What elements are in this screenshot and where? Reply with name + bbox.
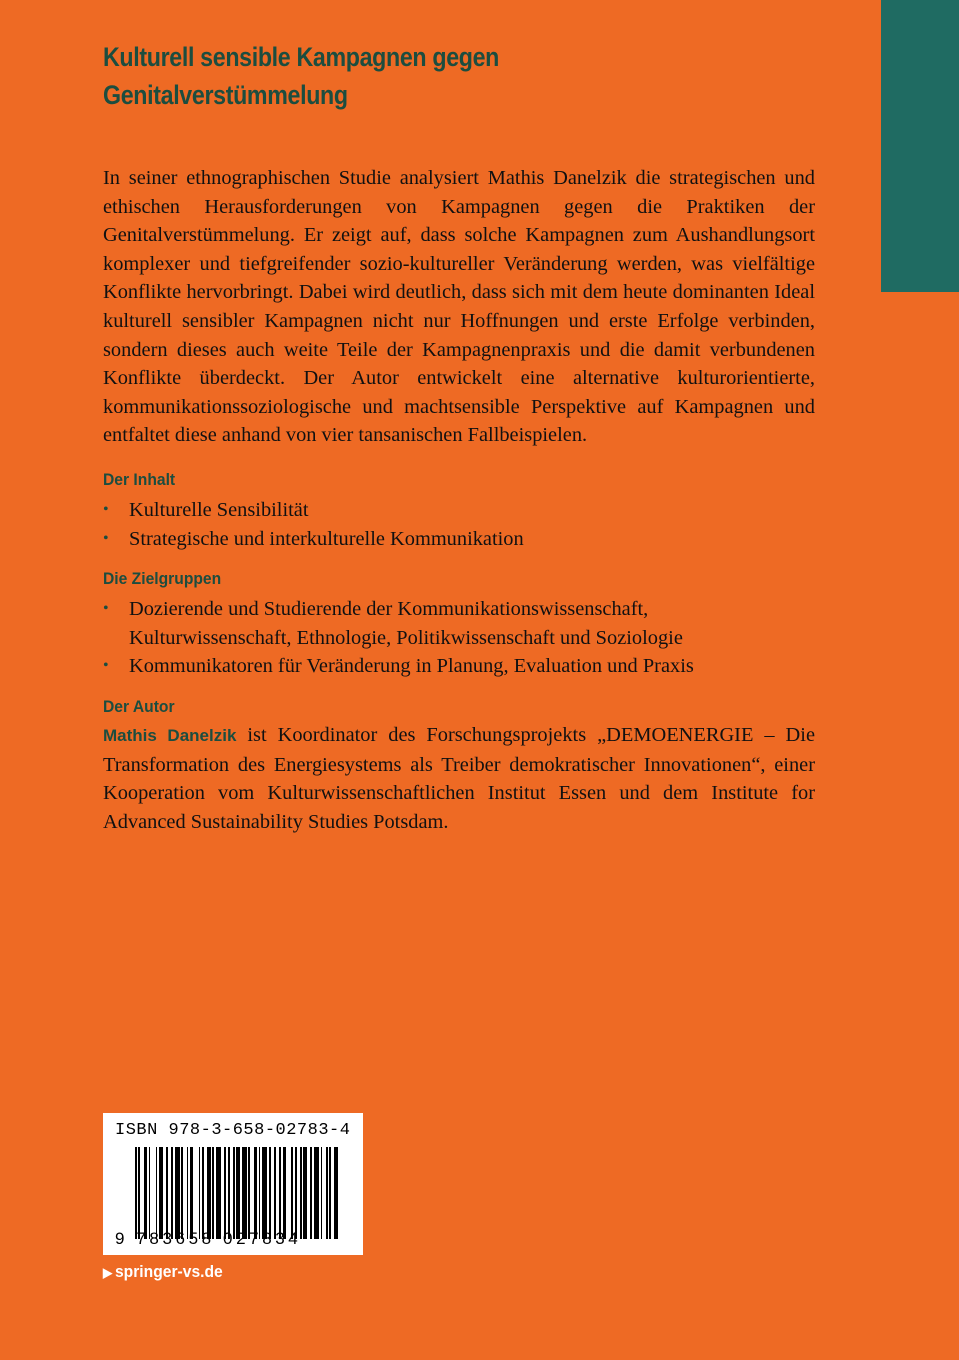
section-heading-autor: Der Autor [103,696,175,716]
list-item: • Strategische und interkulturelle Kommunikation [103,525,815,554]
bullet-icon: • [103,529,109,547]
zielgruppen-list [103,595,815,681]
barcode [135,1147,340,1239]
play-arrow-icon: ▶ [103,1265,113,1280]
author-bio [103,721,815,836]
bullet-icon: • [103,500,109,518]
list-item: • Kulturelle Sensibilität [103,496,815,525]
list-item: • Dozierende und Studierende der Kommunikationswissenschaft, Kulturwissenschaft, Ethnologie, Politikwissenschaft und Soziologie [103,595,815,652]
isbn-label: ISBN 978-3-658-02783-4 [115,1121,351,1140]
isbn-barcode-box [103,1113,363,1255]
back-cover-text [103,164,815,836]
title-line-2: Genitalverstümmelung [103,80,348,110]
section-heading-zielgruppen: Die Zielgruppen [103,569,222,589]
bullet-icon: • [103,600,109,618]
section-heading-inhalt: Der Inhalt [103,469,176,489]
publisher-link-text: springer-vs.de [114,1262,223,1281]
book-title [103,38,722,114]
author-name: Mathis Danelzik [103,725,237,745]
barcode-digits: 9 783658 027834 [115,1229,302,1248]
publisher-link[interactable] [103,1262,223,1282]
blurb-paragraph: In seiner ethnographischen Studie analysiert Mathis Danelzik die strategischen und ethischen Herausforderungen von Kampagnen gegen die Praktiken der Genitalverstümmelung. Er zeigt auf, dass solche Kampagnen zum Aushandlungsort komplexer und tiefgreifender sozio-kultureller Veränderung werden, was vielfältige Konflikte hervorbringt. Dabei wird deutlich, dass sich mit dem heute dominanten Ideal kulturell sensibler Kampagnen nicht nur Hoffnungen und erste Erfolge verbinden, sondern dieses auch weite Teile der Kampagnenpraxis und die damit verbundenen Konflikte überdeckt. Der Autor entwickelt eine alternative kulturorientierte, kommunikationssoziologische und machtsensible Perspektive auf Kampagnen und entfaltet diese anhand von vier tansanischen Fallbeispielen. [103,167,815,447]
author-bio-text: ist Koordinator des Forschungsprojekts „DEMOENERGIE – Die Transformation des Energiesystems als Treiber demokratischer Innovationen“, einer Kooperation vom Kulturwissenschaftlichen Institut Essen und dem Institute for Advanced Sustainability Studies Potsdam. [103,723,815,833]
inhalt-list [103,496,815,553]
bullet-icon: • [103,657,109,675]
title-line-1: Kulturell sensible Kampagnen gegen [103,42,500,72]
color-tab-stripe [881,0,959,292]
list-item: • Kommunikatoren für Veränderung in Planung, Evaluation und Praxis [103,652,815,681]
